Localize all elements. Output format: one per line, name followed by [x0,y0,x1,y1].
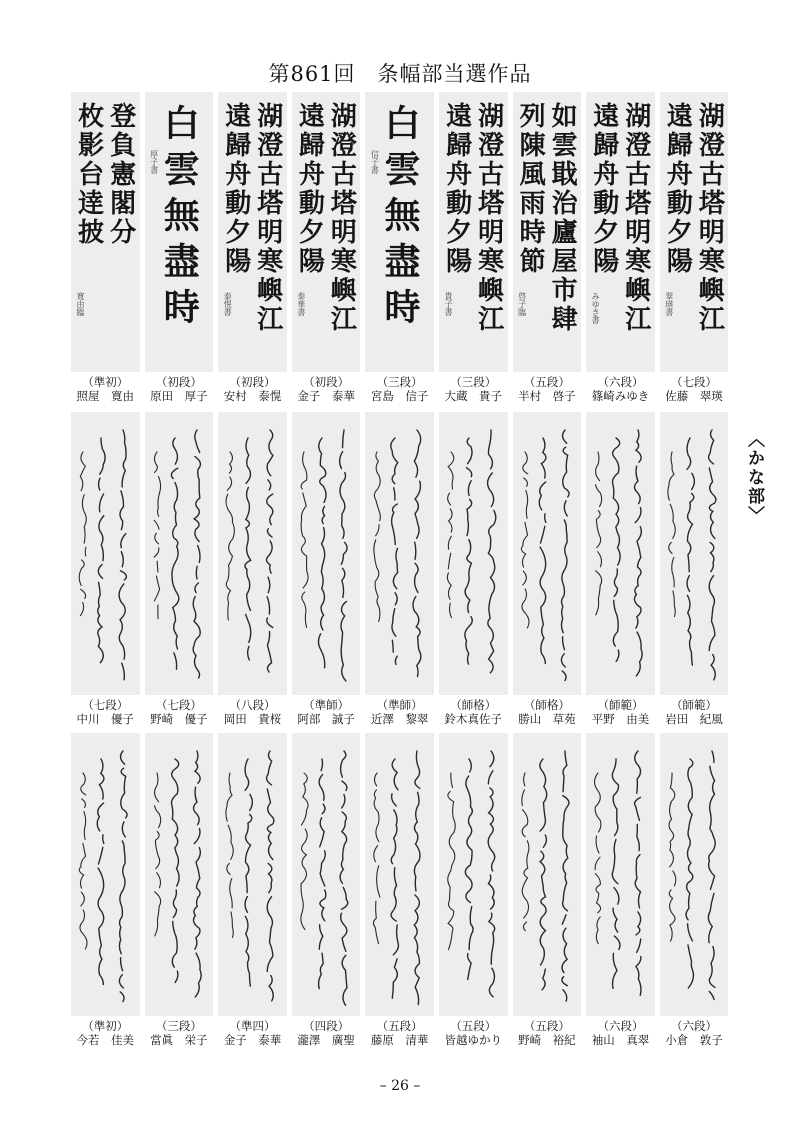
kana-stroke-line [193,751,201,997]
calligraphy-line: 如雲戢治廬屋市肆 [547,102,578,334]
kana-calligraphy-strokes [292,733,361,1016]
calligraphy-entry [439,412,508,726]
kana-stroke-line [391,759,398,998]
calligraphy-line: 遠歸舟動夕陽 [294,102,325,276]
calligraphy-panel [71,412,140,695]
artist-name: 半村 啓子 [518,389,576,403]
calligraphy-line: 遠歸舟動夕陽 [662,102,693,276]
rank-label: （七段） [155,698,202,712]
calligraphy-line: 遠歸舟動夕陽 [588,102,619,276]
calligraphy-line: 遠歸舟動夕陽 [441,102,472,276]
artist-name: 今若 佳美 [76,1033,135,1047]
calligraphy-line: 白雲無 [378,104,421,242]
calligraphy-panel [218,412,287,695]
kana-stroke-line [374,773,380,944]
calligraphy-panel [660,733,729,1016]
artist-name: 金子 泰華 [223,1033,282,1047]
artist-name: 鈴木真佐子 [444,712,503,726]
kana-calligraphy-strokes [513,412,582,695]
calligraphy-line: 登負憲閣分 [105,102,136,247]
calligraphy-line: 湖澄古塔明寒嶼江 [620,102,651,334]
calligraphy-line: 列陳風雨時節 [515,102,546,276]
calligraphy-panel [145,733,214,1016]
calligraphy-line: 湖澄古塔明寒嶼江 [473,102,504,334]
kana-stroke-line [98,438,105,663]
rank-label: （七段） [82,698,129,712]
kana-stroke-line [561,430,569,680]
rank-label: （準初） [82,375,129,389]
artist-name: 中川 優子 [76,712,135,726]
kana-calligraphy-strokes [145,412,214,695]
calligraphy-panel [660,92,729,372]
kana-calligraphy-strokes [586,412,655,695]
kana-stroke-line [687,438,694,669]
calligraphy-signature: 寛由臨 [76,292,85,316]
kana-stroke-line [193,430,200,678]
kana-stroke-line [465,438,472,668]
kana-stroke-line [339,430,346,681]
kana-stroke-line [171,759,179,986]
calligraphy-signature: 翠瑛書 [664,292,674,316]
kana-calligraphy-strokes [292,412,361,695]
kana-calligraphy-strokes [218,412,287,695]
calligraphy-panel [292,412,361,695]
artist-name: 岩田 紀風 [665,712,723,726]
kana-stroke-line [171,438,178,669]
kana-stroke-line [318,759,325,989]
kana-stroke-line [374,452,380,621]
kana-stroke-line [267,751,274,1005]
artist-name: 藤原 清華 [370,1033,429,1047]
calligraphy-entry [71,92,140,403]
artist-name: 近澤 黎翠 [370,712,429,726]
artist-name: 安村 泰愰 [223,389,282,403]
calligraphy-entry [439,92,508,403]
kana-stroke-line [635,430,643,676]
kana-stroke-line [226,773,233,938]
rank-label: （四段） [303,1019,350,1033]
calligraphy-entry [365,92,434,403]
calligraphy-entry [586,412,655,726]
rank-label: （六段） [597,1019,644,1033]
rank-label: （初段） [155,375,202,389]
kana-stroke-line [301,773,308,934]
kana-stroke-line [448,773,455,950]
rank-label: （師範） [671,698,718,712]
calligraphy-entry [513,412,582,726]
artist-name: 阿部 誠子 [297,712,355,726]
calligraphy-panel [513,92,582,372]
kana-stroke-line [318,438,326,672]
kana-stroke-line [488,430,496,673]
kana-stroke-line [415,751,421,1005]
calligraphy-panel [218,733,287,1016]
kana-stroke-line [267,430,273,672]
kana-stroke-line [226,452,234,620]
kana-calligraphy-strokes [365,412,434,695]
artist-name: 大蔵 貴子 [444,389,503,403]
kana-calligraphy-strokes [218,733,287,1016]
kana-calligraphy-strokes [71,733,140,1016]
artist-name: 小倉 敦子 [665,1033,723,1047]
calligraphy-panel [513,733,582,1016]
calligraphy-entry [513,733,582,1047]
kana-stroke-line [465,759,473,983]
calligraphy-panel [439,412,508,695]
kana-calligraphy-strokes [586,733,655,1016]
calligraphy-panel [292,92,361,372]
calligraphy-entry [145,92,214,403]
calligraphy-entry [218,412,287,726]
calligraphy-entry [513,92,582,403]
calligraphy-panel [439,92,508,372]
artist-name: 宮島 信子 [370,389,429,403]
calligraphy-panel [218,92,287,372]
kana-calligraphy-strokes [71,412,140,695]
calligraphy-line: 湖澄古塔明寒嶼江 [252,102,283,334]
calligraphy-entry [292,412,361,726]
kana-stroke-line [669,773,676,941]
rank-label: （準師） [376,698,423,712]
rank-label: （師格） [523,698,570,712]
calligraphy-entry [660,92,729,403]
calligraphy-panel [586,733,655,1016]
calligraphy-signature: 厚子書 [149,150,159,174]
calligraphy-entry [71,733,140,1047]
calligraphy-panel [365,412,434,695]
artist-name: 當眞 栄子 [150,1033,208,1047]
calligraphy-entry [365,412,434,726]
calligraphy-panel [292,733,361,1016]
calligraphy-panel [439,733,508,1016]
kana-stroke-line [119,751,127,1001]
rank-label: （三段） [376,375,423,389]
calligraphy-signature: 信子書 [370,150,380,174]
artist-name: 野崎 裕紀 [518,1033,576,1047]
kanji-entries-row [71,92,729,403]
rank-label: （三段） [450,375,497,389]
rank-label: （五段） [523,1019,570,1033]
calligraphy-line: 湖澄古塔明寒嶼江 [326,102,357,334]
calligraphy-signature: 貴子書 [443,292,453,316]
kana-stroke-line [635,751,641,995]
calligraphy-panel [145,412,214,695]
rank-label: （初段） [303,375,350,389]
kana-stroke-line [340,751,348,1005]
kana-stroke-line [521,452,529,632]
kana-entries-row-1 [71,412,729,726]
rank-label: （六段） [597,375,644,389]
kana-calligraphy-strokes [660,412,729,695]
artist-name: 平野 由美 [591,712,650,726]
calligraphy-panel [71,733,140,1016]
kana-stroke-line [245,759,252,990]
calligraphy-line: 湖澄古塔明寒嶼江 [694,102,725,334]
kana-stroke-line [413,430,421,677]
kana-stroke-line [668,452,675,617]
calligraphy-panel [71,92,140,372]
artist-name: 野崎 優子 [150,712,208,726]
calligraphy-entry [660,412,729,726]
kana-stroke-line [686,759,693,988]
artist-name: 金子 泰華 [297,389,355,403]
kana-stroke-line [708,751,715,1003]
calligraphy-panel [365,92,434,372]
calligraphy-entry [660,733,729,1047]
rank-label: （準四） [229,1019,276,1033]
kana-calligraphy-strokes [439,412,508,695]
calligraphy-panel [660,412,729,695]
artist-name: 佐藤 翠瑛 [665,389,723,403]
calligraphy-entry [292,92,361,403]
rank-label: （八段） [229,698,276,712]
calligraphy-entry [439,733,508,1047]
rank-label: （三段） [155,1019,202,1033]
calligraphy-signature: 泰華書 [296,292,306,316]
kana-stroke-line [708,430,715,684]
calligraphy-line: 盡時 [378,242,421,334]
calligraphy-signature: 啓子臨 [517,292,527,316]
rank-label: （七段） [671,375,718,389]
calligraphy-entry [145,733,214,1047]
calligraphy-panel [586,92,655,372]
artist-name: 勝山 草苑 [518,712,576,726]
kana-stroke-line [301,452,308,627]
calligraphy-line: 白雲無 [158,104,201,242]
rank-label: （師格） [450,698,497,712]
calligraphy-entry [145,412,214,726]
artist-name: 皆越ゆかり [444,1033,503,1047]
kana-stroke-line [245,438,251,664]
artist-name: 袖山 真翠 [591,1033,650,1047]
calligraphy-signature: 泰愰書 [223,292,233,316]
rank-label: （五段） [376,1019,423,1033]
calligraphy-panel [513,412,582,695]
calligraphy-entry [71,412,140,726]
calligraphy-entry [365,733,434,1047]
rank-label: （五段） [450,1019,497,1033]
kana-calligraphy-strokes [365,733,434,1016]
kana-calligraphy-strokes [439,733,508,1016]
calligraphy-signature: みゆき書 [591,292,601,324]
kana-stroke-line [447,452,453,618]
calligraphy-line: 枚影台逹披 [73,102,104,247]
calligraphy-panel [586,412,655,695]
kana-stroke-line [391,438,398,668]
kana-stroke-line [521,773,528,935]
rank-label: （六段） [671,1019,718,1033]
artist-name: 岡田 貴桜 [223,712,282,726]
kana-stroke-line [119,430,126,684]
calligraphy-entry [292,733,361,1047]
calligraphy-line: 盡時 [158,242,201,334]
rank-label: （五段） [523,375,570,389]
artist-name: 照屋 寛由 [76,389,135,403]
artist-name: 瀧澤 廣聖 [297,1033,355,1047]
page-number: – 26 – [379,1078,421,1094]
rank-label: （準初） [82,1019,129,1033]
kana-stroke-line [488,751,495,1001]
rank-label: （初段） [229,375,276,389]
kana-stroke-line [539,759,546,990]
kana-stroke-line [154,452,160,619]
kana-entries-row-2 [71,733,729,1047]
section-label-kana: 〈かな部〉 [744,430,764,525]
rank-label: （師範） [597,698,644,712]
artist-name: 原田 厚子 [150,389,208,403]
calligraphy-entry [586,92,655,403]
calligraphy-panel [365,733,434,1016]
calligraphy-line: 遠歸舟動夕陽 [220,102,251,276]
kana-stroke-line [596,452,602,615]
kana-stroke-line [539,438,546,667]
calligraphy-entry [218,733,287,1047]
rank-label: （準師） [303,698,350,712]
kana-calligraphy-strokes [145,733,214,1016]
page-title: 第861回 条幅部当選作品 [268,62,532,86]
kana-stroke-line [79,773,87,953]
kana-stroke-line [79,452,86,616]
calligraphy-entry [586,733,655,1047]
calligraphy-panel [145,92,214,372]
kana-stroke-line [561,751,568,1001]
kana-stroke-line [154,773,160,936]
kana-stroke-line [595,773,601,944]
calligraphy-entry [218,92,287,403]
kana-stroke-line [613,438,621,665]
kana-stroke-line [612,759,620,988]
kana-stroke-line [97,759,104,988]
kana-calligraphy-strokes [513,733,582,1016]
artist-name: 篠崎みゆき [591,389,650,403]
kana-calligraphy-strokes [660,733,729,1016]
